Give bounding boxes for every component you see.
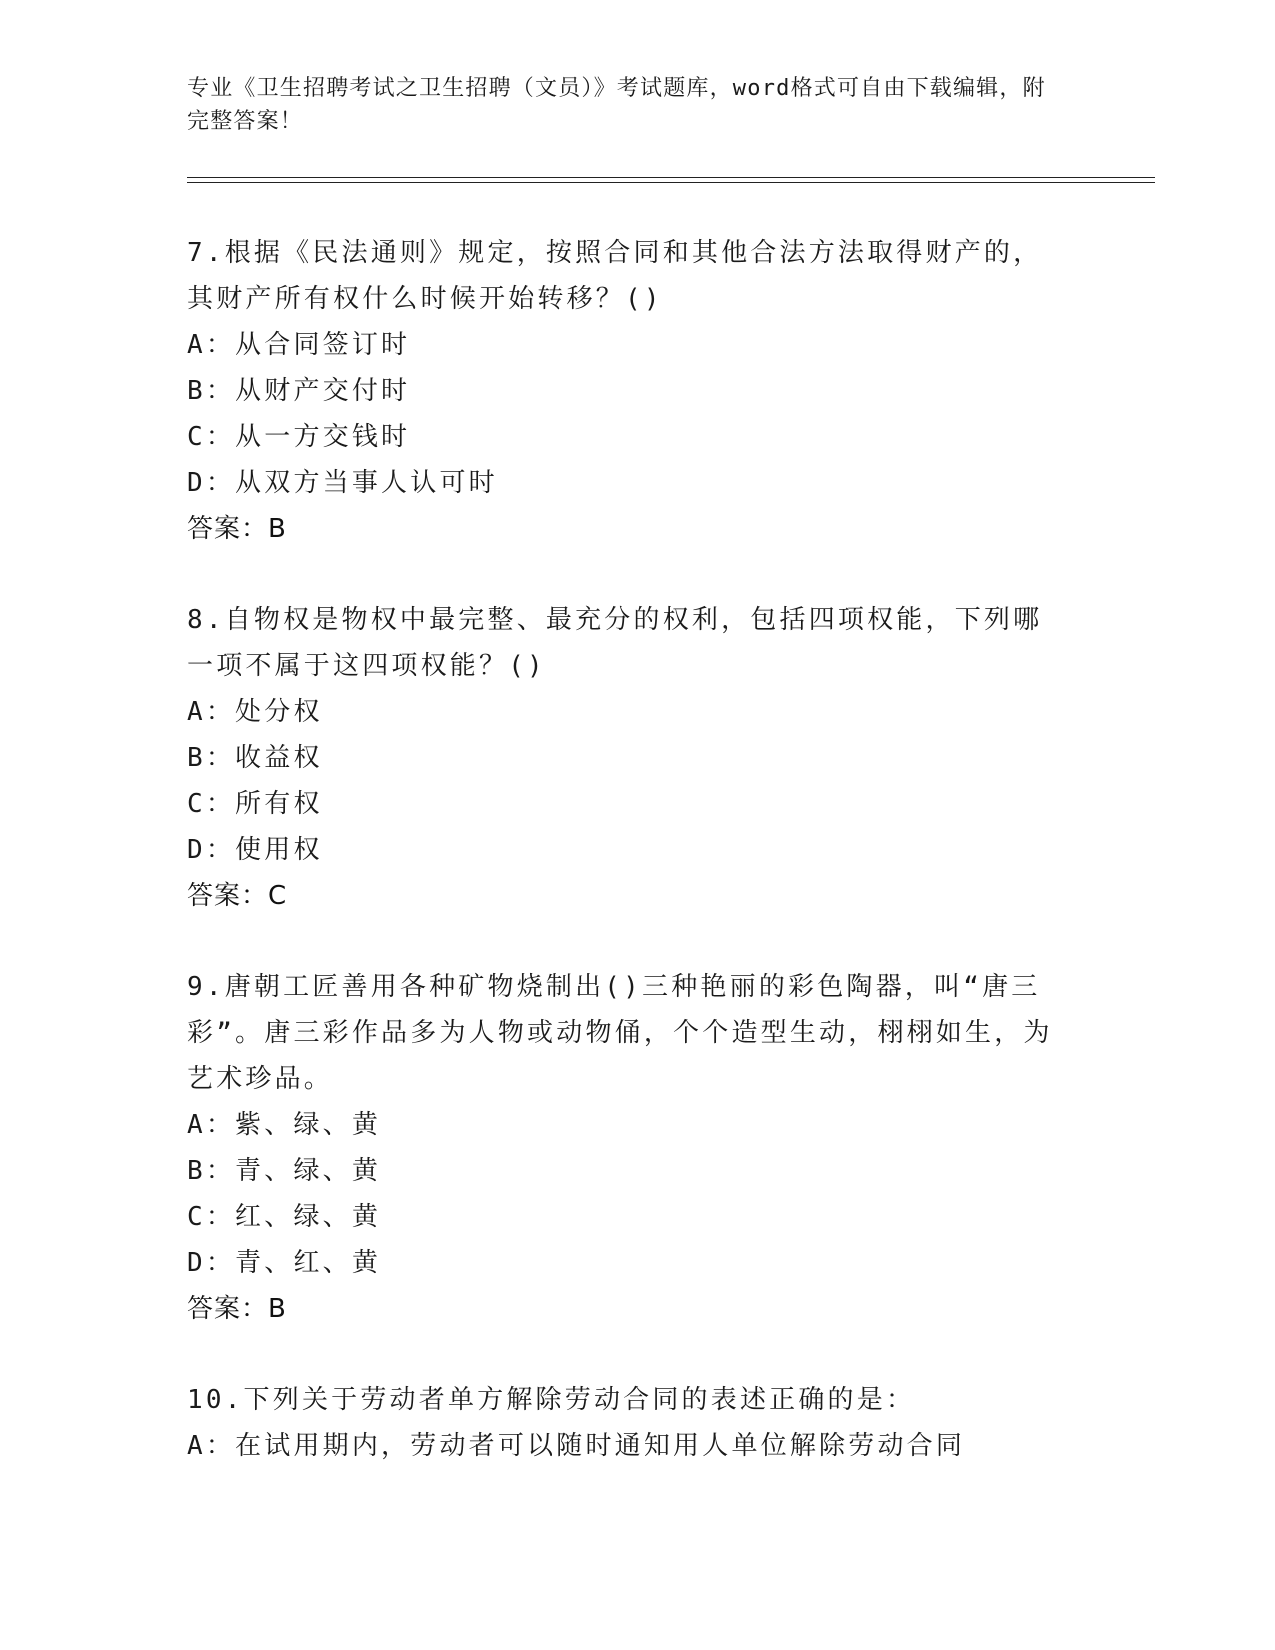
- question-text: 8.自物权是物权中最完整、最充分的权利，包括四项权能，下列哪一项不属于这四项权能？(): [187, 605, 1043, 681]
- option-d: D：使用权: [187, 835, 323, 865]
- option-c: C：红、绿、黄: [187, 1202, 382, 1232]
- document-header: 专业《卫生招聘考试之卫生招聘（文员）》考试题库，word格式可自由下载编辑，附完整答案！: [187, 76, 1046, 134]
- question-text: 10.下列关于劳动者单方解除劳动合同的表述正确的是：: [187, 1385, 916, 1415]
- question-text: 9.唐朝工匠善用各种矿物烧制出()三种艳丽的彩色陶器，叫“唐三彩”。唐三彩作品多为人物或动物俑，个个造型生动，栩栩如生，为艺术珍品。: [187, 972, 1053, 1094]
- option-a: A：在试用期内，劳动者可以随时通知用人单位解除劳动合同: [187, 1431, 966, 1461]
- option-b: B：从财产交付时: [187, 376, 411, 406]
- header-divider: [187, 177, 1155, 183]
- question-text: 7.根据《民法通则》规定，按照合同和其他合法方法取得财产的，其财产所有权什么时候开始转移？(): [187, 238, 1043, 314]
- option-a: A：紫、绿、黄: [187, 1110, 382, 1140]
- option-d: D：从双方当事人认可时: [187, 468, 498, 498]
- option-b: B：青、绿、黄: [187, 1156, 382, 1186]
- question-10: [187, 1377, 1067, 1469]
- option-d: D：青、红、黄: [187, 1248, 382, 1278]
- option-a: A：从合同签订时: [187, 330, 411, 360]
- question-8: [187, 597, 1067, 919]
- question-7: [187, 230, 1067, 552]
- option-a: A：处分权: [187, 697, 323, 727]
- question-list: [187, 230, 1067, 1514]
- option-c: C：所有权: [187, 789, 323, 819]
- answer-line: 答案：B: [187, 514, 287, 544]
- option-b: B：收益权: [187, 743, 323, 773]
- answer-line: 答案：B: [187, 1294, 287, 1324]
- answer-line: 答案：C: [187, 881, 288, 911]
- option-c: C：从一方交钱时: [187, 422, 411, 452]
- question-9: [187, 964, 1067, 1332]
